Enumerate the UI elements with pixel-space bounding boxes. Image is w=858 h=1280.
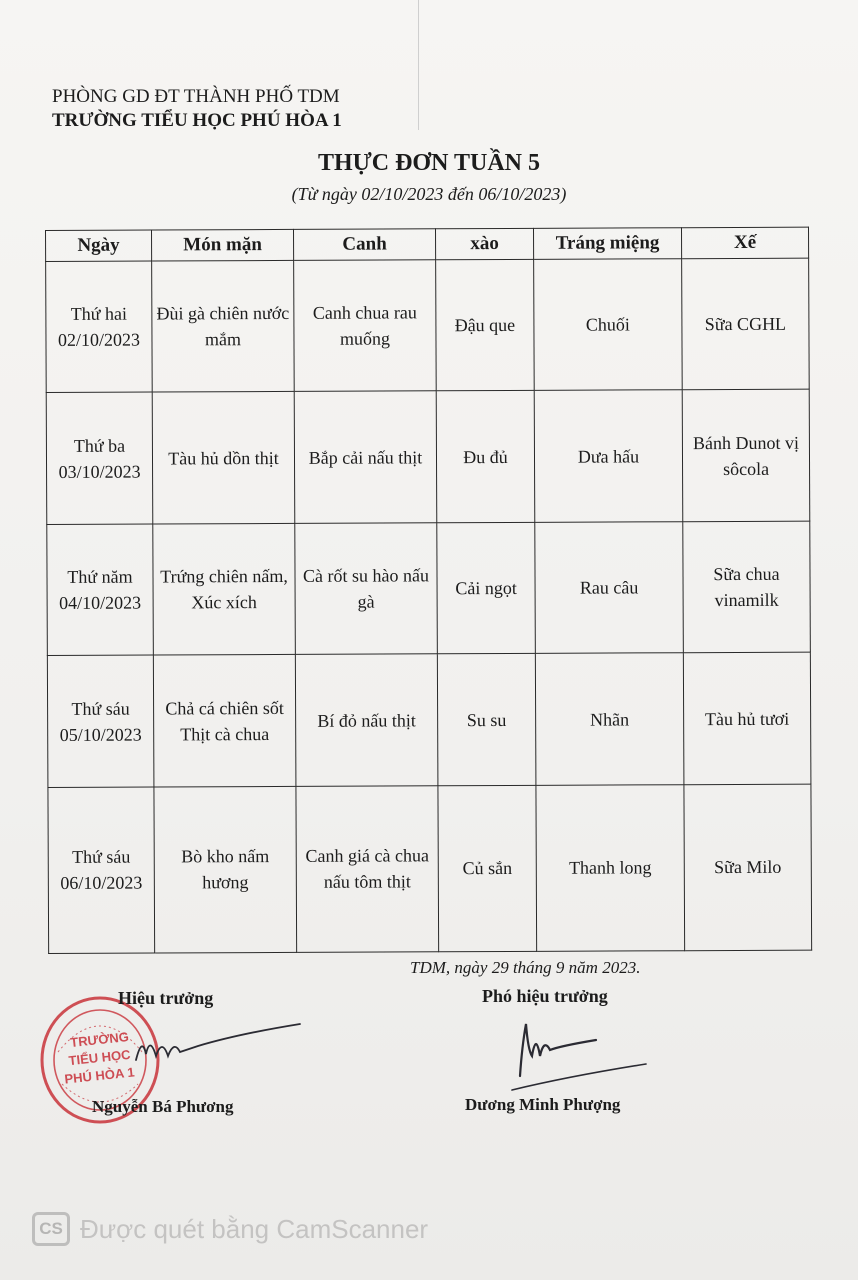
soup-cell: Canh giá cà chua nấu tôm thịt — [296, 786, 439, 953]
camscanner-watermark — [32, 1212, 428, 1246]
dessert-cell: Thanh long — [536, 785, 685, 952]
soup-cell: Bắp cải nấu thịt — [294, 391, 437, 523]
principal-title: Hiệu trưởng — [118, 988, 214, 1008]
soup-cell: Bí đỏ nấu thịt — [295, 654, 438, 786]
day-label: Thứ ba — [73, 435, 126, 456]
date-label: 06/10/2023 — [60, 873, 143, 894]
date-label: 03/10/2023 — [58, 461, 141, 482]
vice-principal-name: Dương Minh Phượng — [465, 1095, 621, 1114]
day-cell — [48, 787, 155, 954]
snack-cell: Sữa chua vinamilk — [683, 521, 811, 653]
table-header-row — [46, 227, 809, 261]
snack-cell: Tàu hủ tươi — [683, 653, 811, 785]
svg-text:TIỂU HỌC: TIỂU HỌC — [67, 1046, 132, 1069]
table-row — [47, 653, 811, 788]
svg-text:PHÚ HÒA 1: PHÚ HÒA 1 — [63, 1064, 136, 1087]
day-label: Thứ sáu — [72, 847, 131, 868]
camscanner-text: Được quét bằng CamScanner — [80, 1213, 429, 1244]
stir-fry-cell: Cải ngọt — [437, 522, 536, 654]
svg-text:TRƯỜNG: TRƯỜNG — [69, 1028, 130, 1051]
snack-cell: Bánh Dunot vị sôcola — [682, 390, 810, 522]
day-label: Thứ hai — [70, 303, 128, 325]
main-dish-cell: Chả cá chiên sốt Thịt cà chua — [153, 655, 296, 787]
day-label: Thứ năm — [67, 566, 133, 588]
soup-cell: Canh chua rau muống — [294, 260, 437, 392]
column-header-dessert: Tráng miệng — [533, 228, 681, 260]
menu-table — [45, 227, 812, 954]
stir-fry-cell: Su su — [437, 654, 536, 786]
day-label: Thứ sáu — [71, 698, 130, 719]
camscanner-logo-icon: CS — [32, 1212, 70, 1246]
dessert-cell: Dưa hấu — [534, 390, 683, 522]
document-title: THỰC ĐƠN TUẦN 5 — [317, 150, 540, 176]
table-row — [47, 521, 811, 656]
column-header-soup: Canh — [293, 229, 435, 261]
day-cell — [47, 524, 154, 656]
stir-fry-cell: Củ sắn — [438, 785, 537, 952]
day-cell — [46, 261, 153, 393]
principal-signature-icon — [128, 1016, 308, 1086]
snack-cell: Sữa Milo — [684, 784, 812, 951]
stir-fry-cell: Đu đủ — [436, 391, 535, 523]
paper-fold-line — [418, 0, 419, 130]
soup-cell: Cà rốt su hào nấu gà — [295, 523, 438, 655]
table-row — [46, 390, 810, 525]
vice-principal-title: Phó hiệu trưởng — [482, 986, 608, 1006]
column-header-snack: Xế — [681, 227, 808, 259]
column-header-stir-fry: xào — [435, 228, 533, 259]
day-cell — [47, 655, 154, 787]
column-header-main-dish: Món mặn — [152, 229, 294, 261]
main-dish-cell: Trứng chiên nấm, Xúc xích — [153, 523, 296, 655]
principal-name: Nguyễn Bá Phương — [92, 1097, 234, 1116]
dessert-cell: Rau câu — [535, 522, 684, 654]
date-label: 02/10/2023 — [57, 329, 141, 351]
day-cell — [46, 393, 153, 525]
main-dish-cell: Tàu hủ dồn thịt — [152, 392, 295, 524]
main-dish-cell: Bò kho nấm hương — [154, 786, 297, 953]
stir-fry-cell: Đậu que — [436, 259, 535, 391]
document-subtitle: (Từ ngày 02/10/2023 đến 06/10/2023) — [291, 184, 567, 204]
table-row — [48, 784, 812, 953]
school-name: TRƯỜNG TIỂU HỌC PHÚ HÒA 1 — [52, 110, 342, 131]
date-label: 05/10/2023 — [59, 724, 142, 745]
snack-cell: Sữa CGHL — [682, 258, 810, 390]
dessert-cell: Nhãn — [535, 653, 684, 785]
table-row — [46, 258, 810, 393]
column-header-day: Ngày — [46, 230, 152, 261]
dessert-cell: Chuối — [534, 259, 683, 391]
date-label: 04/10/2023 — [59, 592, 142, 614]
main-dish-cell: Đùi gà chiên nước mắm — [152, 260, 295, 392]
issue-date-line: TDM, ngày 29 tháng 9 năm 2023. — [410, 958, 641, 977]
department-name: PHÒNG GD ĐT THÀNH PHỐ TDM — [52, 86, 340, 107]
vice-principal-signature-icon — [500, 1016, 660, 1096]
